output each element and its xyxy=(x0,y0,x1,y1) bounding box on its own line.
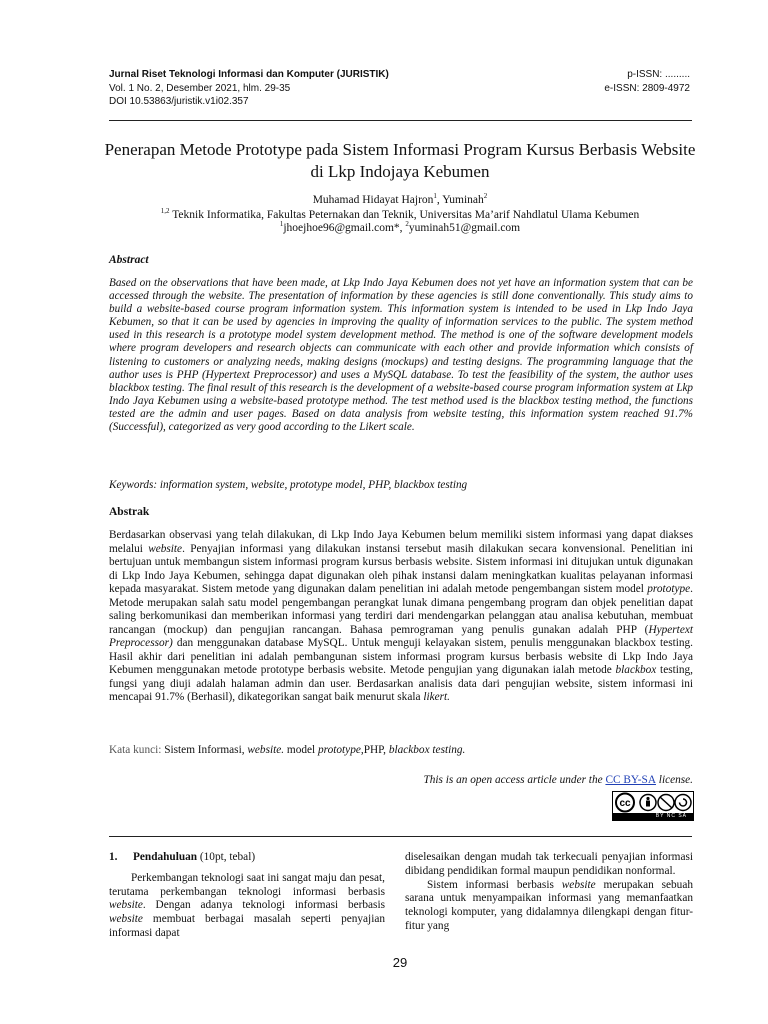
kata-kunci-2: website. xyxy=(247,744,285,756)
open-access-suffix: license. xyxy=(655,774,693,786)
sa-icon xyxy=(675,795,691,811)
cc-icon-text: cc xyxy=(619,798,631,809)
author-2: Yuminah xyxy=(442,194,484,206)
abstrak-italic-1: website xyxy=(148,542,183,555)
cc-license-badge[interactable] xyxy=(612,791,694,821)
intro-left-c: membuat berbagai masalah seperti penyajian informasi dapat xyxy=(109,913,385,939)
abstract-text: Based on the observations that have been made, at Lkp Indo Jaya Kebumen does not yet have an information system that can be accessed through the website. The presentation of information by these agencies is still done conventionally. This study aims to build a website-based course program information system. This information system is intended to be used in Lkp Indo Jaya Kebumen, so that it can be used by agencies in improving the quality of information services to the public. The system method used in this research is a prototype model system development method. The method is one of the software development models where program developers and research objects can communicate with each other and provide information which consists of listening to customers or analyzing needs, making designs (mockups) and testing designs. The programming language that the author uses is PHP (Hypertext Preprocessor) and uses a MySQL database. To test the feasibility of the system, the author uses blackbox testing. The final result of this research is the development of a website-based course program information system at Lkp Indo Jaya Kebumen using a website-based prototype method. The test method used is the blackbox testing method, the functions tested are the admin and user pages. Based on data analysis from website testing, this information system reached 91.7% (Successful), categorized as very good according to the Likert scale. xyxy=(109,277,693,434)
intro-right-p2 xyxy=(405,879,693,934)
abstrak-italic-4: blackbox xyxy=(615,664,657,676)
header-divider xyxy=(109,120,692,121)
journal-header-left xyxy=(109,68,389,109)
cc-strip-text: BY NC SA xyxy=(655,813,687,819)
affiliation-sup: 1,2 xyxy=(160,207,170,216)
author-2-sup: 2 xyxy=(483,192,488,201)
author-emails xyxy=(100,221,700,236)
keywords-en: Keywords: information system, website, prototype model, PHP, blackbox testing xyxy=(109,479,468,491)
intro-note: (10pt, tebal) xyxy=(197,851,256,863)
kata-kunci-4: prototype, xyxy=(317,744,364,756)
left-column xyxy=(109,851,385,941)
intro-right-p2b: merupakan sebuah sarana untuk menyampaikan informasi yang memanfaatkan teknologi komputer, yang didalamnya dilengkapi dengan fitur-fitur yang xyxy=(405,878,693,932)
kata-kunci-5: PHP, xyxy=(363,744,389,756)
author-1: Muhamad Hidayat Hajron xyxy=(312,194,434,206)
kata-kunci-label: Kata kunci: xyxy=(109,744,165,756)
intro-heading xyxy=(109,851,385,865)
volume-info: Vol. 1 No. 2, Desember 2021, hlm. 29-35 xyxy=(109,82,291,94)
cc-strip xyxy=(613,813,693,820)
journal-name: Jurnal Riset Teknologi Informasi dan Komputer (JURISTIK) xyxy=(109,69,389,80)
kata-kunci-3: model xyxy=(284,744,318,756)
doi: DOI 10.53863/juristik.v1i02.357 xyxy=(109,96,249,107)
intro-left-b: . Dengan adanya teknologi informasi berbasis xyxy=(142,899,385,912)
intro-number: 1. xyxy=(109,851,118,863)
open-access-notice xyxy=(423,774,693,786)
intro-left-b-italic: website xyxy=(109,913,143,926)
abstrak-heading: Abstrak xyxy=(109,506,150,518)
intro-paragraph-1 xyxy=(109,872,385,941)
paper-title: Penerapan Metode Prototype pada Sistem Informasi Program Kursus Berbasis Website di Lkp Indojaya Kebumen xyxy=(104,140,696,181)
abstrak-part-5: testing, fungsi yang diuji adalah halaman admin dan user. Berdasarkan analisis data dari pengujian website, sistem informasi ini mencapai 91.7% (Berhasil), dikategorikan sangat baik menurut skala xyxy=(109,664,693,703)
intro-left-a: Perkembangan teknologi saat ini sangat maju dan pesat, terutama perkembangan teknologi informasi berbasis xyxy=(109,871,385,898)
kata-kunci xyxy=(109,744,693,756)
p-issn: p-ISSN: ......... xyxy=(627,69,690,80)
intro-right-p2a: Sistem informasi berbasis xyxy=(427,878,562,891)
affiliation-text: Teknik Informatika, Fakultas Peternakan dan Teknik, Universitas Ma’arif Nahdlatul Ulama Kebumen xyxy=(169,209,640,221)
abstract-heading: Abstract xyxy=(109,254,149,266)
page-number: 29 xyxy=(392,955,408,970)
author-line xyxy=(100,193,700,208)
abstrak-italic-3: Hypertext Preprocessor) xyxy=(109,623,693,649)
cc-icons xyxy=(613,792,693,813)
email-1-sup: 1 xyxy=(279,220,284,229)
intro-title: Pendahuluan xyxy=(133,851,198,863)
intro-right-p1: diselesaikan dengan mudah tak terkecuali penyajian informasi dibidang pendidikan formal maupun pendidikan nonformal. xyxy=(405,851,693,877)
open-access-prefix: This is an open access article under the xyxy=(423,774,606,786)
intro-right-p2a-italic: website xyxy=(561,878,596,891)
journal-header-right xyxy=(604,68,690,95)
author-1-sup: 1 xyxy=(433,192,437,201)
cc-by-sa-link[interactable]: CC BY-SA xyxy=(605,774,656,786)
right-column xyxy=(405,851,693,934)
abstrak-part-4: dan menggunakan database MySQL. Untuk menguji kelayakan sistem, penulis menggunakan blackbox testing. Hasil akhir dari penelitian ini adalah pembangunan sistem informasi program kursus berbasis website di Lkp Indo Jaya Kebumen menggunakan metode prototype berbasis website. Metode pengujian yang digunakan ialah metode xyxy=(109,637,693,676)
kata-kunci-6: blackbox testing. xyxy=(388,744,466,756)
kata-kunci-1: Sistem Informasi, xyxy=(164,744,248,756)
intro-left-a-italic: website xyxy=(109,899,143,912)
abstrak-part-1: Berdasarkan observasi yang telah dilakukan, di Lkp Indo Jaya Kebumen belum memiliki sistem informasi yang dapat diakses melalui xyxy=(109,529,693,555)
email-1: jhoejhoe96@gmail.com*, xyxy=(283,222,406,234)
abstrak-part-2: . Penyajian informasi yang dilakukan instansi tersebut masih dilakukan secara konvensional. Penelitian ini bertujuan untuk membangun sistem informasi program kursus berbasis website. Sistem informasi ini ditujukan untuk digunakan di Lkp Indo Jaya Kebumen, sehingga dapat digunakan oleh pihak instansi dalam meningkatkan kualitas pelayanan informasi kepada masyarakat. Sistem metode yang digunakan dalam penelitian ini adalah metode pengembangan sistem model xyxy=(109,542,693,595)
abstrak-italic-2: prototype xyxy=(647,583,691,595)
abstrak-part-3: . Metode merupakan salah satu model pengembangan perangkat lunak dimana pengembang program dan objek penelitian dapat saling berkomunikasi dan memberikan informasi yang terdiri dari mendengarkan pelanggan atau analisa kebutuhan, membuat rancangan (mockup) dan pengujian rancangan. Bahasa pemrograman yang penulis gunakan adalah PHP ( xyxy=(109,583,693,636)
e-issn: e-ISSN: 2809-4972 xyxy=(604,82,690,94)
section-divider xyxy=(109,836,692,837)
email-2-sup: 2 xyxy=(405,220,409,229)
abstrak-italic-5: likert. xyxy=(423,691,450,703)
abstrak-text xyxy=(109,529,693,705)
author-separator: , xyxy=(436,194,443,206)
email-2: yuminah51@gmail.com xyxy=(408,222,521,234)
